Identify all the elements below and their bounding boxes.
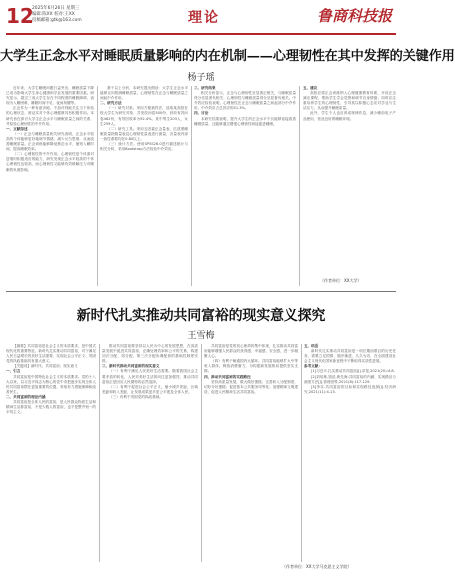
header-rule bbox=[6, 33, 396, 35]
paragraph: （一）研究对象。采用方便抽样法，选取某高校在校大学生为研究对象，共发放问卷500份，回收有效问卷462份，有效回收率为92.4%。其中男生203人，女生259人。 bbox=[100, 106, 188, 126]
paragraph: （三）统计方法。使用SPSS26.0进行描述统计与相关分析，采用Bootstrap方法检验中介效应。 bbox=[100, 142, 188, 152]
subheading: 参考文献： bbox=[304, 364, 322, 369]
article2-column-3 bbox=[204, 344, 298, 562]
subheading: 五、结语 bbox=[304, 344, 319, 348]
column-divider bbox=[97, 86, 98, 286]
article2-column-4 bbox=[304, 344, 396, 556]
article1-author: 杨子瑶 bbox=[187, 73, 215, 83]
paragraph: （二）研究工具。采用五因素正念量表、匹兹堡睡眠质量指数量表及心理韧性量表进行测量，各量表内部一致性系数均在0.80以上。 bbox=[100, 126, 188, 141]
paragraph: 新时代扎实推动共同富裕是一项长期而艰巨的历史任务，需要立足国情、循序渐进，久久为功，在全面建设社会主义现代化国家新征程中不断取得实质性进展。 bbox=[304, 349, 396, 364]
article1-title: 大学生正念水平对睡眠质量影响的内在机制——心理韧性在其中发挥的关键作用 bbox=[0, 49, 455, 64]
subheading: 三、研究结果 bbox=[194, 86, 216, 90]
article2-author: 王雪梅 bbox=[187, 331, 215, 341]
article1-column-1 bbox=[6, 86, 94, 286]
section-title: 理论 bbox=[188, 10, 220, 26]
paragraph: 近年来，大学生睡眠问题日益突出，睡眠质量下降已成为影响大学生身心健康和学业发展的重要因素。研究显示，超过三成大学生存在不同程度的睡眠障碍，表现为入睡困难、睡眠时间不足、夜间易醒等。 bbox=[6, 86, 94, 106]
paragraph: 共同富裕是中国特色社会主义的本质要求。党的十八大以来，以习近平同志为核心的党中央把逐步实现全体人民共同富裕摆在更加重要的位置，采取有力措施保障和改善民生。 bbox=[6, 374, 96, 394]
paper-logo: 鲁商科技报 bbox=[316, 7, 392, 25]
paragraph: 共同富裕是全体人民的富裕，是人民群众物质生活和精神生活都富裕，不是少数人的富裕，也不是整齐划一的平均主义。 bbox=[6, 400, 96, 415]
paragraph: （一）正念与睡眠质量相关研究表明，正念水平较高的个体能够更好地调节情绪，减少反刍思维，从而改善睡眠质量。正念训练能够降低焦虑水平，缩短入睡时间，提高睡眠效率。 bbox=[6, 131, 94, 152]
paragraph: [2]刘培林,钱滔,黄先海.共同富裕的内涵、实现路径与测度方法[J].管理世界,2021(8):117-129. bbox=[304, 374, 396, 384]
article1-column-2 bbox=[100, 86, 188, 286]
paragraph: （二）有利于促进社会公平正义。缩小城乡差距、区域差距和收入差距，让发展成果更多更公平惠及全体人民。 bbox=[102, 384, 198, 394]
paragraph: 相关分析显示，正念与心理韧性呈显著正相关，与睡眠质量得分呈显著负相关；心理韧性与睡眠质量得分呈显著负相关。中介效应检验表明，心理韧性在正念与睡眠质量之间起部分中介作用，中介效应占总效应的41.3%。 bbox=[194, 91, 296, 111]
column-divider bbox=[201, 344, 202, 562]
paragraph: [1]习近平.扎实推动共同富裕[J].求是,2021(20):4-8. bbox=[311, 369, 395, 374]
paragraph: 本研究结果表明，提升大学生的正念水平不仅能够直接改善睡眠质量，还能够通过增强心理韧性间接促进睡眠。 bbox=[194, 116, 296, 126]
masthead bbox=[6, 5, 396, 35]
article1-column-3 bbox=[194, 86, 296, 286]
subheading: 二、共同富裕的理论内涵 bbox=[6, 394, 46, 399]
paragraph: 正念作为一种有意识地、不加评判地关注当下体验的心理状态，被证实对个体心理健康具有积极作用。本研究旨在探讨大学生正念水平与睡眠质量之间的关系，并检验心理韧性的中介作用。 bbox=[6, 106, 94, 126]
article1-column-4 bbox=[303, 86, 396, 286]
subheading: 四、推动共同富裕的实践路径 bbox=[204, 374, 251, 379]
issue-info bbox=[32, 6, 82, 24]
paragraph: 基于以上分析，本研究提出假设：大学生正念水平能够正向预测睡眠质量，心理韧性在正念与睡眠质量之间起中介作用。 bbox=[100, 86, 188, 101]
paragraph: 共同富裕是党的初心使命的集中体现，扎实推动共同富裕能够增强人民群众的获得感、幸福感、安全感，进一步凝聚人心。 bbox=[204, 344, 298, 359]
paragraph: 推动共同富裕要坚持以人民为中心的发展思想，在高质量发展中促进共同富裕，正确处理效率和公平的关系，构建初次分配、再分配、第三次分配协调配套的基础性制度安排。 bbox=[102, 344, 198, 364]
article2-title: 新时代扎实推动共同富裕的现实意义探究 bbox=[76, 308, 326, 324]
paragraph: [3]李实.共同富裕的目标和实现路径选择[J].经济研究,2021(11):4-13. bbox=[304, 384, 396, 394]
paragraph: 【关键词】新时代；共同富裕；现实意义 bbox=[13, 364, 78, 369]
subheading: 五、建议 bbox=[303, 86, 318, 90]
subheading: 四、讨论 bbox=[194, 111, 209, 116]
issue-date: 2025年6月26日 星期三 bbox=[32, 6, 80, 11]
issue-email: 投稿邮箱:gtk@163.com bbox=[32, 18, 82, 23]
paragraph: 高校应将正念训练纳入心理健康教育体系，开设正念减压课程，帮助学生学会觉察和调节自身情绪；同时应注重培养学生的心理韧性，引导其以积极心态应对学业与生活压力，从而提升睡眠质量。 bbox=[303, 91, 396, 111]
article2-footnote: （作者单位：XX大学马克思主义学院） bbox=[282, 564, 352, 569]
column-divider bbox=[299, 86, 300, 286]
paragraph: （一）有利于满足人民美好生活需要。随着我国社会主要矛盾的转化，人民对美好生活的向往更加强烈，推动共同富裕正是回应人民期待的必然选择。 bbox=[102, 369, 198, 384]
article2-column-2 bbox=[102, 344, 198, 562]
paragraph: 此外，学生个人也应养成规律作息，减少睡前电子产品使用，营造良好的睡眠环境。 bbox=[303, 111, 396, 121]
column-divider bbox=[99, 344, 100, 562]
subheading: 二、研究方法 bbox=[100, 101, 122, 106]
paragraph: 坚持高质量发展，做大做好蛋糕；完善收入分配制度，切好分好蛋糕；促进基本公共服务均等化；加强精神文明建设，促进人民精神生活共同富裕。 bbox=[204, 379, 298, 394]
paragraph: （二）心理韧性的中介作用。心理韧性是个体面对逆境时积极适应的能力，研究发现正念水平较高的个体心理韧性也较高，而心理韧性又能够有效缓解压力对睡眠的负面影响。 bbox=[6, 152, 94, 172]
issue-editor: 编辑:陈XX 校对:王XX bbox=[32, 12, 75, 17]
article2-column-1 bbox=[6, 344, 96, 562]
paragraph: （四）有利于畅通国内大循环。共同富裕能够扩大中等收入群体，释放消费潜力，为构建新发展格局提供坚实支撑。 bbox=[204, 359, 298, 374]
page-number: 12 bbox=[6, 4, 34, 28]
article1-footnote: （作者单位：XX大学） bbox=[320, 278, 362, 283]
subheading: 一、文献综述 bbox=[6, 126, 28, 131]
article-separator bbox=[6, 291, 396, 292]
subheading: 一、引言 bbox=[6, 369, 21, 374]
paragraph: 【摘要】共同富裕是社会主义的本质要求，是中国式现代化的重要特征。新时代扎实推动共同富裕，对于满足人民日益增长的美好生活需要、实现社会公平正义、巩固党的执政基础具有重大意义。 bbox=[6, 344, 96, 364]
paragraph: （三）有利于巩固党的执政基础。 bbox=[109, 394, 163, 399]
column-divider bbox=[301, 344, 302, 562]
column-divider bbox=[191, 86, 192, 286]
subheading: 三、新时代推动共同富裕的现实意义 bbox=[102, 364, 160, 369]
